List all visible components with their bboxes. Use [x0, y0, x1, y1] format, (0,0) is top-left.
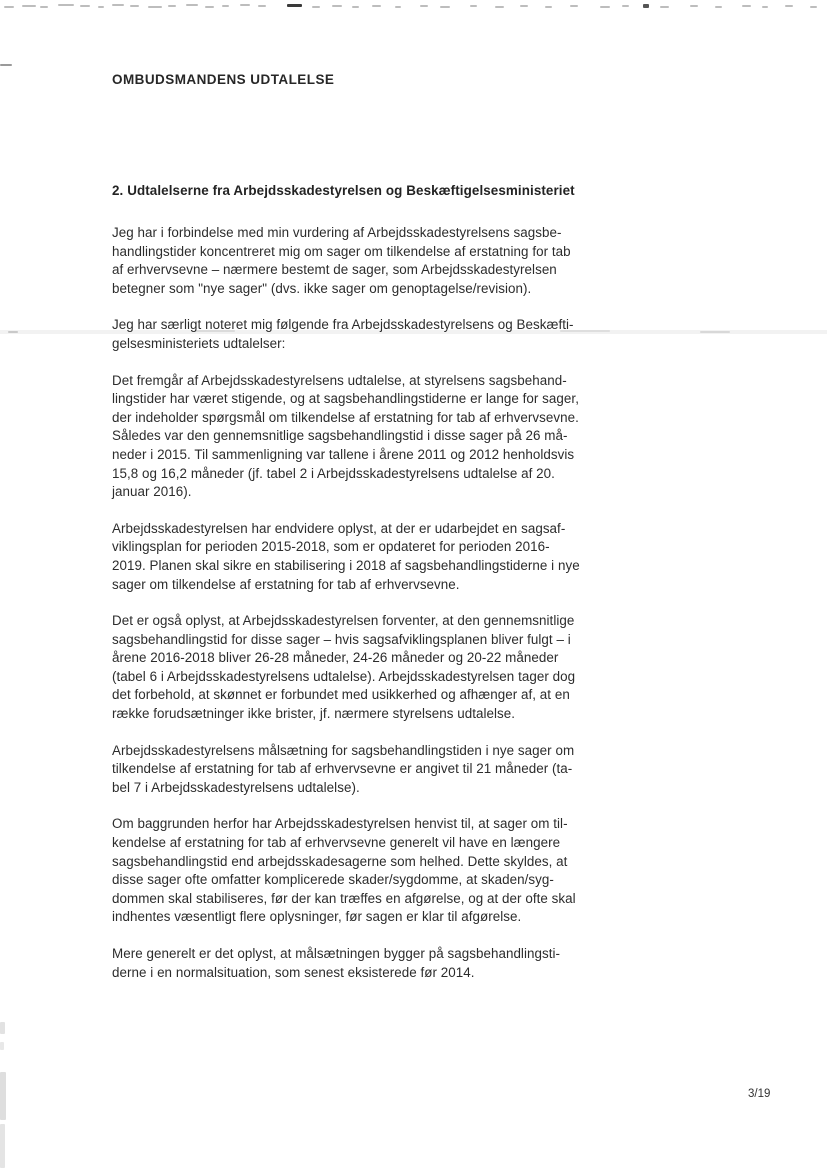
- scan-mark: [420, 5, 428, 7]
- scan-mark: [742, 5, 751, 7]
- scan-mark: [258, 5, 266, 7]
- text-line: Jeg har i forbindelse med min vurdering af Arbejdsskadestyrelsens sagsbe-: [112, 225, 562, 240]
- text-line: Det er også oplyst, at Arbejdsskadestyrelsen forventer, at den gennemsnitlige: [112, 613, 575, 629]
- text-line: kendelse af erstatning for tab af erhvervsevne generelt vil have en længere: [112, 835, 561, 851]
- document-body: [112, 181, 592, 1000]
- scan-mark: [168, 5, 176, 7]
- text-line: handlingstider koncentreret mig om sager om tilkendelse af erstatning for tab: [112, 243, 571, 259]
- scan-mark: [785, 5, 793, 7]
- scan-mark: [643, 4, 649, 8]
- scan-mark: [40, 6, 48, 8]
- text-line: sager om tilkendelse af erstatning for tab af erhvervsevne.: [112, 576, 460, 592]
- text-line: Jeg har særligt noteret mig følgende fra Arbejdsskadestyrelsens og Beskæfti-: [112, 317, 574, 333]
- scan-mark: [570, 5, 578, 7]
- scan-mark: [80, 5, 90, 7]
- scan-mark: [545, 6, 552, 8]
- text-line: Således var den gennemsnitlige sagsbehandlingstid i disse sager på 26 må-: [112, 428, 568, 444]
- paragraph: [112, 742, 592, 798]
- scan-mark: [622, 5, 629, 7]
- text-line: af erhvervsevne – nærmere bestemt de sager, som Arbejdsskadestyrelsen: [112, 262, 557, 278]
- text-line: bel 7 i Arbejdsskadestyrelsens udtalelse).: [112, 779, 360, 795]
- scan-mark: [395, 6, 401, 8]
- text-line: tilkendelse af erstatning for tab af erhvervsevne er angivet til 21 måneder (ta-: [112, 761, 573, 777]
- scan-mark: [186, 4, 198, 6]
- scan-mark: [352, 6, 359, 8]
- scan-mark: [98, 6, 104, 8]
- text-line: Om baggrunden herfor har Arbejdsskadestyrelsen henvist til, at sager om til-: [112, 816, 568, 832]
- scan-mark: [4, 6, 14, 8]
- text-line: lingstider har været stigende, og at sagsbehandlingstiderne er lange for sager,: [112, 391, 579, 407]
- scan-mark: [715, 6, 722, 8]
- scan-mark: [495, 6, 504, 8]
- paragraph: [112, 316, 592, 353]
- scan-mark: [332, 5, 342, 7]
- scan-mark: [240, 4, 250, 6]
- paragraph: [112, 224, 592, 298]
- text-line: betegner som "nye sager" (dvs. ikke sager om genoptagelse/revision).: [112, 280, 532, 296]
- text-line: (tabel 6 i Arbejdsskadestyrelsens udtalelse). Arbejdsskadestyrelsen tager dog: [112, 668, 576, 684]
- text-line: gelsesministeriets udtalelser:: [112, 335, 286, 351]
- scan-mark: [312, 6, 320, 8]
- scan-mark: [470, 5, 477, 7]
- text-line: januar 2016).: [112, 484, 192, 500]
- paragraph: [112, 372, 592, 502]
- page-number: 3/19: [748, 1088, 771, 1100]
- text-line: neder i 2015. Til sammenligning var tallene i årene 2011 og 2012 henholdsvis: [112, 446, 575, 462]
- text-line: det forbehold, at skønnet er forbundet med usikkerhed og afhænger af, at en: [112, 687, 570, 703]
- scan-mark: [810, 6, 817, 8]
- text-line: sagsbehandlingstid end arbejdsskadesagerne som helhed. Dette skyldes, at: [112, 853, 568, 869]
- scan-mark: [205, 6, 214, 8]
- scan-mark: [660, 6, 669, 8]
- document-header: OMBUDSMANDENS UDTALELSE: [112, 72, 335, 87]
- scan-mark: [372, 5, 381, 7]
- scan-mark: [0, 64, 12, 66]
- scan-mark: [130, 5, 139, 7]
- section-heading: 2. Udtalelserne fra Arbejdsskadestyrelsen og Beskæftigelsesministeriet: [112, 183, 575, 198]
- scan-mark: [148, 6, 162, 8]
- text-line: 2019. Planen skal sikre en stabilisering i 2018 af sagsbehandlingstiderne i nye: [112, 557, 580, 573]
- scan-mark: [58, 4, 74, 6]
- text-line: Arbejdsskadestyrelsen har endvidere oplyst, at der er udarbejdet en sagsaf-: [112, 520, 566, 536]
- scan-mark: [690, 5, 698, 7]
- text-line: sagsbehandlingstid for disse sager – hvis sagsafviklingsplanen bliver fulgt – i: [112, 631, 571, 647]
- paragraphs: [112, 224, 592, 982]
- text-line: årene 2016-2018 bliver 26-28 måneder, 24-26 måneder og 20-22 måneder: [112, 650, 559, 666]
- scan-mark: [0, 1072, 6, 1120]
- paragraph: [112, 945, 592, 982]
- scan-mark: [22, 5, 36, 7]
- paragraph: [112, 612, 592, 724]
- text-line: dommen skal stabiliseres, før der kan træffes en afgørelse, og at der ofte skal: [112, 890, 576, 906]
- text-line: Arbejdsskadestyrelsens målsætning for sagsbehandlingstiden i nye sager om: [112, 742, 575, 758]
- text-line: viklingsplan for perioden 2015-2018, som er opdateret for perioden 2016-: [112, 539, 550, 555]
- scan-mark: [0, 1042, 4, 1050]
- scan-mark: [520, 5, 528, 7]
- text-line: indhentes væsentligt flere oplysninger, før sagen er klar til afgørelse.: [112, 909, 522, 925]
- scan-mark: [0, 1124, 5, 1168]
- text-line: disse sager ofte omfatter komplicerede skader/sygdomme, at skaden/syg-: [112, 872, 554, 888]
- scan-mark: [600, 6, 610, 8]
- scan-mark: [112, 4, 124, 6]
- scan-mark: [222, 5, 229, 7]
- text-line: der indeholder spørgsmål om tilkendelse af erstatning for tab af erhvervsevne.: [112, 409, 579, 425]
- scan-mark: [762, 6, 768, 8]
- text-line: derne i en normalsituation, som senest eksisterede før 2014.: [112, 964, 475, 980]
- scan-mark: [440, 6, 450, 8]
- paragraph: [112, 815, 592, 927]
- paragraph: [112, 520, 592, 594]
- scan-mark: [287, 4, 302, 7]
- text-line: Det fremgår af Arbejdsskadestyrelsens udtalelse, at styrelsens sagsbehand-: [112, 372, 567, 388]
- text-line: række forudsætninger ikke brister, jf. nærmere styrelsens udtalelse.: [112, 706, 516, 722]
- text-line: 15,8 og 16,2 måneder (jf. tabel 2 i Arbejdsskadestyrelsens udtalelse af 20.: [112, 465, 555, 481]
- text-line: Mere generelt er det oplyst, at målsætningen bygger på sagsbehandlingsti-: [112, 946, 561, 961]
- scan-mark: [0, 1022, 5, 1034]
